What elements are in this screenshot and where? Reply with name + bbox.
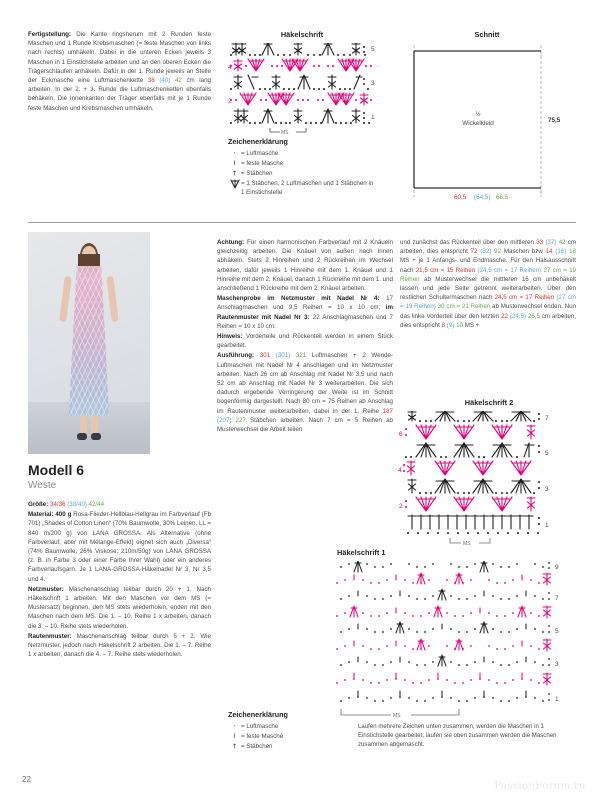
chart-h2-ms-label: MS xyxy=(463,541,471,547)
legend-item-label: = Stäbchen xyxy=(241,170,273,177)
ausf-green-2: 227 xyxy=(231,416,246,424)
chart-h1-row-5: 5 xyxy=(555,628,559,635)
legend-item-label: = 1 Stäbchen, 2 Luftmaschen und 1 Stäbchen in 1 Einstichstelle xyxy=(241,180,374,196)
netzmuster-body: Maschenanschlag teilbar durch 20 + 1. Nach Häkelschrift 1 arbeiten. Mit den Maschen vor dem MS (= Mustersatz) beginnen, den MS stets wiederholen, enden mit den Maschen nach dem MS. Die 1. – 10. Reihe 1 x arbeiten, danach die 3. – 10. Reihe stets wiederholen. xyxy=(28,585,211,630)
right-body-8: MS + xyxy=(462,321,480,329)
model-heading xyxy=(28,462,213,492)
right-body-6: ab Musterwechsel enden. Nun das linke Vorderteil über den letzten xyxy=(400,303,576,320)
size-value-green: 42/44 xyxy=(86,501,105,508)
right-r6: 22 xyxy=(501,312,508,320)
achtung-paragraph xyxy=(217,238,393,293)
chart-top-canvas xyxy=(228,43,376,135)
finishing-size-green: 42 xyxy=(174,77,182,85)
schnitt-svg xyxy=(396,43,578,203)
right-b2: (82) xyxy=(477,248,492,256)
right-r5: 24,5 cm = 17 Reihen xyxy=(494,294,555,302)
legend-item xyxy=(228,149,378,158)
size-line xyxy=(28,500,211,509)
finishing-size-red: 38 xyxy=(147,77,155,85)
chart-h2-row-2: 2 xyxy=(399,503,403,510)
chart-h2-row-1: 1 xyxy=(545,522,549,529)
finishing-body-1: Die Kante ringsherum mit 2 Runden feste Maschen und 1 Runde Krebsmaschen (= feste Maschen von links nach rechts) umhäkeln. Dabei in die unteren Ecken jeweils 3 Maschen in 1 Einstichstelle arbeiten und an den oberen Ecken die Trägerschlaufen anhäkeln. Dafür in der 1. Runde jeweils an Stelle der Eckmasche eine Luftmaschenkette xyxy=(28,31,211,85)
maschenprobe-label-2: im Rautenmuster mit Nadel Nr 3: xyxy=(217,304,393,321)
chart-h1-row-9: 9 xyxy=(555,564,559,571)
right-b7: (9) xyxy=(445,321,455,329)
legend-item-label: = feste Masche xyxy=(241,160,284,167)
photo-model-figure xyxy=(62,246,116,442)
double-crochet-cross-icon: † xyxy=(232,743,237,750)
ausfuehrung-paragraph xyxy=(217,351,393,434)
achtung-label: Achtung: xyxy=(217,239,245,246)
chart-haekelschrift-1 xyxy=(333,548,581,726)
size-value-blue: (38/40) xyxy=(65,501,87,508)
finishing-section xyxy=(28,30,211,113)
right-b6: (24,5) xyxy=(507,312,526,320)
chart-h1-svg xyxy=(333,561,581,721)
rautenmuster-label: Rautenmuster: xyxy=(28,632,72,640)
legend-top-title: Zeichenerklärung xyxy=(228,137,288,146)
right-b1: (37) xyxy=(543,239,557,246)
material-line xyxy=(28,510,211,584)
chart-top-row-5: 5 xyxy=(371,46,375,53)
double-crochet-cross-icon: † xyxy=(232,170,237,177)
legend-item-label: = Luftmasche xyxy=(241,723,279,730)
model-arm-left xyxy=(59,276,72,323)
chart-h2-row-7: 7 xyxy=(545,415,549,422)
chart-h1-row-7: 7 xyxy=(555,595,559,602)
chart-top-ms-label: MS xyxy=(281,130,289,135)
model-garment-texture xyxy=(67,266,111,416)
chart-note: Laufen mehrere Zeichen unten zusammen, werden die Maschen in 1 Einstichstelle gearbeitet, laufen sie oben zusammen werden die Maschen zusammen abgemascht. xyxy=(358,723,557,749)
model-shoe-right xyxy=(91,433,101,440)
chart-top-row-2: 2 xyxy=(228,98,232,105)
chart-h1-ms-label: MS xyxy=(393,713,401,719)
material-amount: 400 g xyxy=(53,511,74,519)
legend-bottom-title: Zeichenerklärung xyxy=(228,710,288,719)
page-title: Modell 6 xyxy=(28,462,85,478)
chart-top-title: Häkelschrift xyxy=(280,30,324,39)
finishing-label: Fertigstellung: xyxy=(28,31,71,38)
right-r2: 72 xyxy=(470,248,478,256)
right-b5: (27 cm = 19 Reihen) xyxy=(400,294,576,311)
ausf-red-2: 187 xyxy=(382,407,393,415)
ausf-body-2: Stäbchen arbeiten. Nach 7 cm = 5 Reihen ab Musterwechsel die Arbeit teilen xyxy=(217,416,393,434)
legend-item xyxy=(228,179,378,197)
chart-h2-row-5: 5 xyxy=(545,450,549,457)
right-g1: 42 xyxy=(556,239,566,246)
material-label: Material: xyxy=(28,511,54,519)
right-b4: (24,5 cm = 17 Reihen) xyxy=(475,266,542,274)
model-shoe-left xyxy=(77,433,87,440)
ausf-blue-2: (207) xyxy=(217,416,232,424)
schnitt-diagram xyxy=(396,30,578,203)
chain-stitch-dot-icon: · xyxy=(233,150,236,157)
right-g7: 10 xyxy=(454,321,463,329)
ausf-green-1: 321 xyxy=(290,352,307,360)
chart-top-row-1: 1 xyxy=(371,114,375,121)
specs-section xyxy=(28,500,211,659)
right-body-1: und zunächst das Rückenteil über den mittleren xyxy=(400,239,537,246)
maschenprobe-paragraph xyxy=(217,294,393,331)
rautenmuster-line xyxy=(28,632,211,660)
ausf-blue-1: (301) xyxy=(270,352,291,360)
legend-item xyxy=(228,169,378,178)
schnitt-width-red: 60,5 xyxy=(454,194,467,201)
size-value-red: 34/36 xyxy=(48,501,66,508)
ausf-body-1: Luftmaschen + 2 Wende-Luftmaschen mit Nadel Nr 4 anschlagen und im Netzmuster arbeiten. Nach 26 cm ab Anschlag mit Nadel Nr 3,5 und nach 52 cm ab Anschlag mit Nadel Nr 3 weiterarbeiten. Die sich dadurch ergebende Verringerung der Weite ist im Schnitt bogenförmig dargestellt. Nach 80 cm = 75 Reihen ab Anschlag im Rautenmuster weiterarbeiten, dabei in der 1. Reihe xyxy=(217,352,393,415)
chart-top-row-4: 4 xyxy=(228,64,232,71)
legend-item-label: = Luftmasche xyxy=(241,150,279,157)
chart-h1-row-1: 1 xyxy=(555,696,559,703)
chart-h1-row-3: 3 xyxy=(555,661,559,668)
right-g3: 18 xyxy=(566,248,576,256)
maschenprobe-body-2: 22 Anschlagmaschen und 7 Reihen = 10 x 10 cm. xyxy=(217,313,393,330)
schnitt-title: Schnitt xyxy=(474,30,500,39)
right-body-7: cm arbeiten, dies entspricht xyxy=(400,312,577,329)
hinweis-label: Hinweis: xyxy=(217,333,243,341)
legend-item-label: = Stäbchen xyxy=(241,743,273,750)
right-g5: 30 cm = 21 Reihen xyxy=(435,303,491,311)
right-body-4: MS + je 1 Anfangs- und Endmasche. Für den Halsausschnitt nach xyxy=(400,257,576,274)
chart-h1-title: Häkelschrift 1 xyxy=(337,548,386,557)
legend-top xyxy=(228,137,378,198)
schnitt-height: 75,5 xyxy=(548,117,561,124)
finishing-size-blue: (40) xyxy=(159,77,171,85)
chart-h2-row-4: 4 xyxy=(398,467,402,474)
right-b3: (16) xyxy=(552,248,567,256)
achtung-body: Für einen harmonischen Farbverlauf mit 2 Knäueln gleichzeitig arbeiten. Die Knäuel von außen nach innen abhäkeln. Stets 2 Hinreihen und 2 Rückreihen im Wechsel arbeiten, dafür jeweils 1 Hinreihe mit dem 1. Knäuel und 1 Hinreihe mit dem 2. Knäuel, danach 1 Rückreihe mit dem 1. und anschließend 1 Rückreihe mit dem 2. Knäuel arbeiten. xyxy=(217,239,393,293)
finishing-body-2: cm lang arbeiten. In der 2. + 3. Runde die Luftmaschenketten ebenfalls behäkeln. Die Innenkanten der Träger ebenfalls mit je 1 Runde feste Maschen und Krebsmaschen umhäkeln. xyxy=(28,77,211,112)
chart-h2-title: Häkelschrift 2 xyxy=(464,398,514,407)
schnitt-fraction: ½ xyxy=(475,112,481,118)
right-g4: 27 cm = 19 Reihen xyxy=(400,266,576,283)
right-g2: 92 xyxy=(491,248,502,256)
chain-stitch-dot-icon: · xyxy=(233,723,236,730)
chart-h1-canvas xyxy=(333,561,581,726)
schnitt-canvas xyxy=(396,43,578,203)
hinweis-body: Vorderteile und Rückenteil werden in einem Stück gearbeitet. xyxy=(217,333,393,350)
ausfuehrung-label: Ausführung: xyxy=(217,352,255,360)
legend-item xyxy=(228,159,378,168)
schnitt-part-name: Wickelkleid xyxy=(462,120,494,127)
hinweis-paragraph xyxy=(217,332,393,350)
chart-h2-svg xyxy=(398,411,580,547)
maschenprobe-label: Maschenprobe im Netzmuster mit Nadel Nr 4: xyxy=(217,295,380,303)
right-r4: 21,5 cm = 15 Reihen xyxy=(415,266,476,274)
chart-h2-row-6: 6 xyxy=(399,431,403,438)
chart-haekelschrift-2 xyxy=(398,398,580,552)
netzmuster-label: Netzmuster: xyxy=(28,585,64,593)
right-body-2: cm arbeiten, dies entspricht xyxy=(400,239,576,256)
chart-h2-canvas xyxy=(398,411,580,552)
watermark: PassionForum.ru xyxy=(494,781,586,792)
right-body-3: Maschen bzw xyxy=(501,248,546,256)
model-subtitle: Weste xyxy=(28,480,57,491)
chart-haekelschrift-top xyxy=(228,30,376,135)
shell-group-icon xyxy=(228,179,241,192)
right-column xyxy=(400,238,576,330)
legend-item-label: = feste Masche xyxy=(241,733,284,740)
ausf-red-1: 301 xyxy=(254,352,271,360)
maschenprobe-body-1: 17 Anschlagmaschen und 9,5 Reihen = 10 x 10 cm; xyxy=(217,295,394,312)
right-r3: 14 xyxy=(545,248,553,256)
right-body-5: ab Musterwechsel die mittleren 16 cm unbehäkelt lassen und jede Seite getrennt weiterarbeiten. Über den restlichen Schultermaschen nach xyxy=(400,275,576,302)
section-divider-top xyxy=(28,222,576,223)
netzmuster-line xyxy=(28,585,211,631)
single-crochet-bar-icon: I xyxy=(233,160,236,167)
chart-top-row-3: 3 xyxy=(371,80,375,87)
rautenmuster-body: Maschenanschlag teilbar durch 5 + 2. Wie Netzmuster, jedoch nach Häkelschrift 2 arbeiten. Die 1. – 7. Reihe 1 x arbeiten, danach die 4. – 7. Reihe stets wiederholen. xyxy=(28,632,211,659)
chart-top-svg xyxy=(228,43,376,135)
model-photo xyxy=(28,232,150,454)
page-number: 22 xyxy=(22,775,31,784)
right-g6: 26,5 xyxy=(526,312,540,320)
middle-column xyxy=(217,238,393,434)
schnitt-width-blue: (64,5) xyxy=(474,194,491,201)
single-crochet-bar-icon: I xyxy=(233,733,236,740)
material-body: Rosa-Flieder-Hellblau-Hellgrau im Farbverlauf (Fb 701) „Shades of Cotton Linen“ (70% Baumwolle, 30% Leinen, LL = 840 m/200 g) von LANA GROSSA. Als Alternative (ohne Farbverlauf, aber mit Mélange-Effekt) eignet sich auch „Diversa“ (74% Baumwolle, 26% Viskose; 210m/50g) von LANA GROSSA (z. B. in Farbe 3 oder einer Farbe Ihrer Wahl) oder ein anderes Farbverlaufsgarn. Je 1 LANA-GROSSA-Häkelnadel Nr 3, Nr 3,5 und 4. xyxy=(28,511,212,583)
size-label: Größe: xyxy=(28,501,49,508)
schnitt-width-green: 68,5 xyxy=(496,194,509,201)
right-r1: 33 xyxy=(536,239,544,246)
right-r7: 8 xyxy=(441,321,446,329)
chart-h2-row-3: 3 xyxy=(545,486,549,493)
